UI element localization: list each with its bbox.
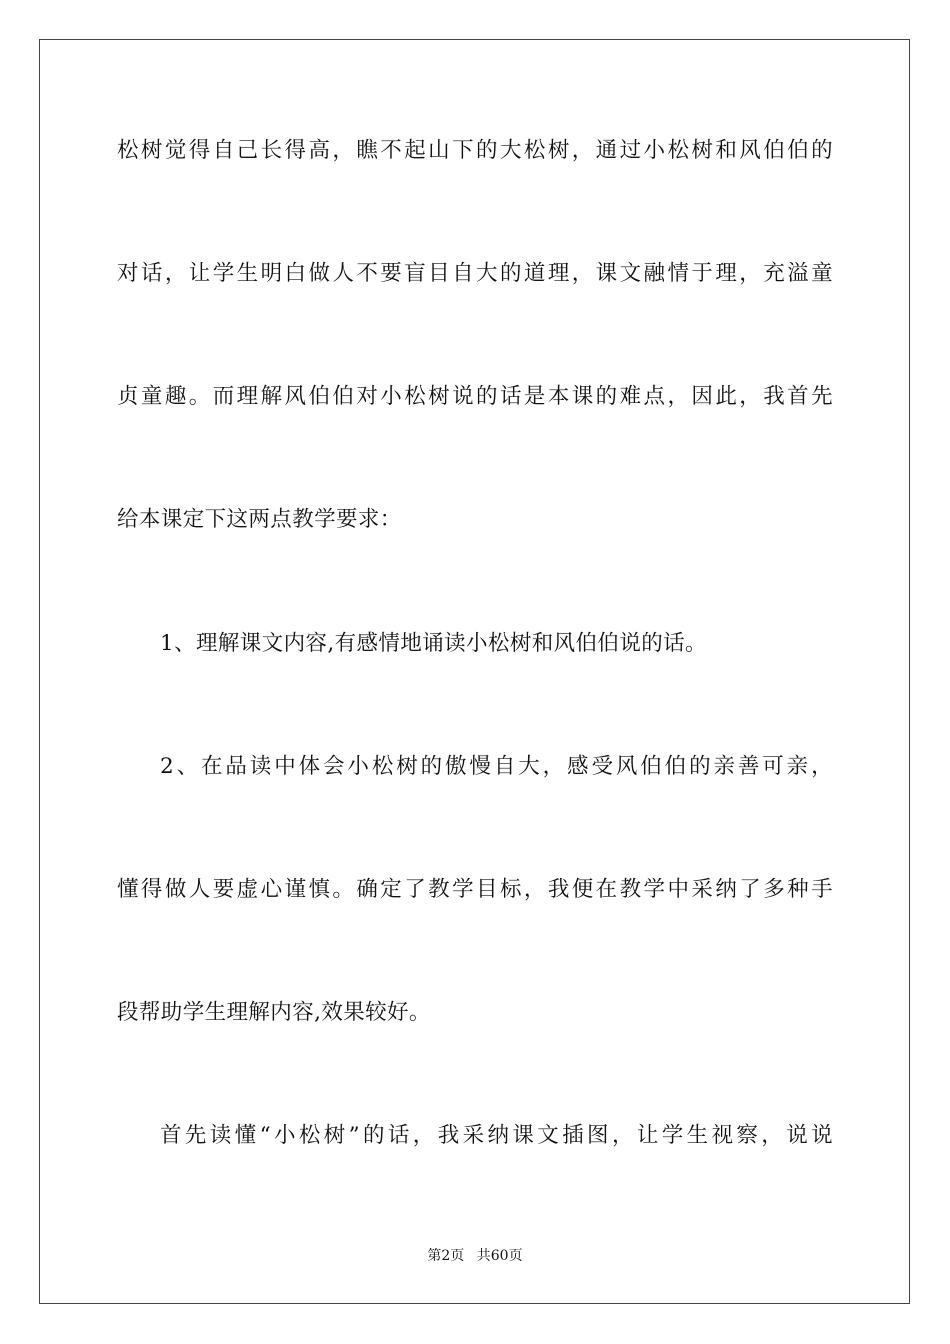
text-line-3: 贞童趣。而理解风伯伯对小松树说的话是本课的难点，因此，我首先	[117, 384, 833, 409]
page-total: 共60页	[476, 1248, 523, 1264]
list-item-1: 1、理解课文内容,有感情地诵读小松树和风伯伯说的话。	[160, 631, 707, 656]
text-line-7: 懂得做人要虚心谨慎。确定了教学目标，我便在教学中采纳了多种手	[117, 877, 833, 902]
text-line-2: 对话，让学生明白做人不要盲目自大的道理，课文融情于理，充溢童	[117, 261, 833, 286]
text-line-8: 段帮助学生理解内容,效果较好。	[117, 1000, 431, 1025]
text-line-1: 松树觉得自己长得高，瞧不起山下的大松树，通过小松树和风伯伯的	[117, 138, 833, 163]
text-line-4: 给本课定下这两点教学要求：	[117, 507, 402, 532]
list-item-2: 2、在品读中体会小松树的傲慢自大，感受风伯伯的亲善可亲，	[160, 754, 833, 779]
page-number: 第2页	[427, 1248, 465, 1264]
page-border	[39, 39, 910, 1304]
text-line-9: 首先读懂“小松树”的话，我采纳课文插图，让学生视察，说说	[160, 1123, 833, 1148]
page-footer	[0, 1246, 950, 1266]
